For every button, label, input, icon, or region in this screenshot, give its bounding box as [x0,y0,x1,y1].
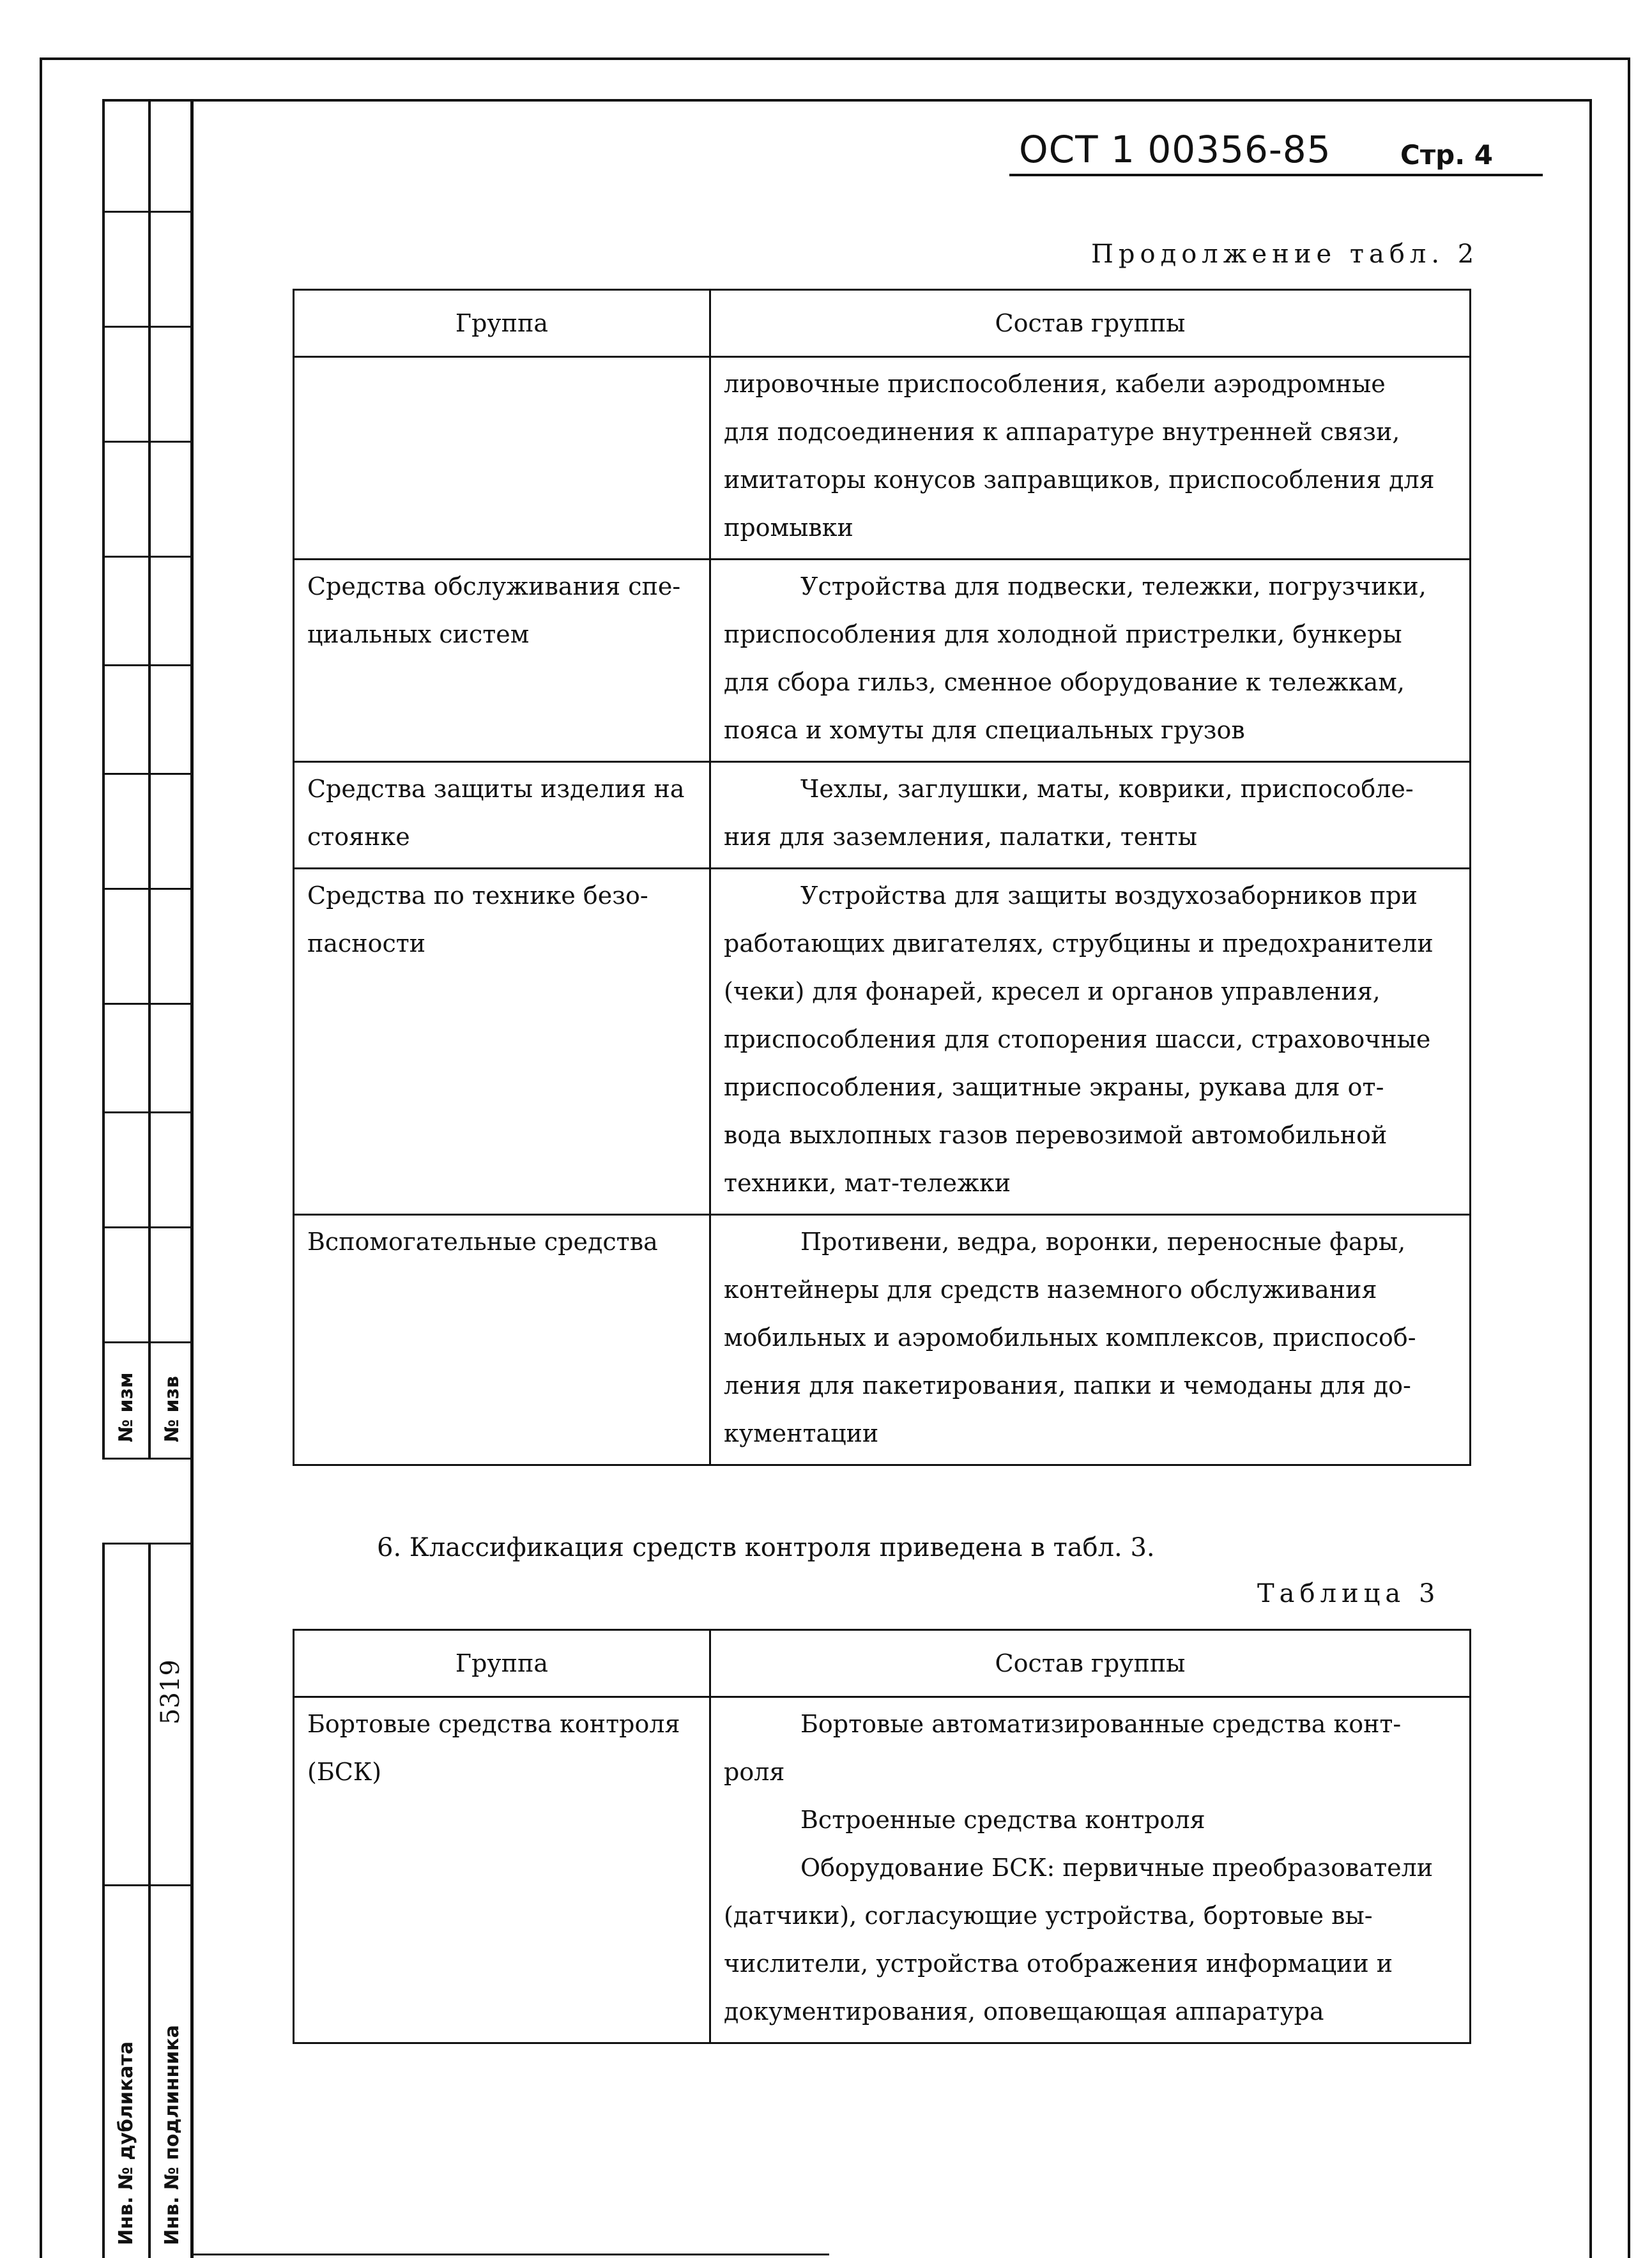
description-line: мобильных и аэромобильных комплексов, приспособ- [724,1324,1416,1352]
stamp-inv-dubl: Инв. № дубликата [115,2041,137,2245]
table-row [294,1697,1471,2043]
description-line: Противени, ведра, воронки, переносные фары, [800,1228,1406,1256]
description-cell [710,1215,1471,1465]
description-line: документирования, оповещающая аппаратура [724,1997,1324,2025]
column-header: Состав группы [710,1630,1471,1697]
group-cell [294,357,710,560]
description-cell [710,560,1471,762]
page-number: Стр. 4 [1400,139,1494,171]
description-line: Устройства для подвески, тележки, погрузчики, [800,572,1426,600]
description-line: ления для пакетирования, папки и чемоданы для до- [724,1371,1411,1400]
description-line: Оборудование БСК: первичные преобразователи [800,1854,1434,1882]
table2 [293,289,1471,1466]
description-line: для подсоединения к аппаратуре внутренней связи, [724,418,1400,446]
description-line: ния для заземления, палатки, тенты [724,823,1197,851]
description-line: кументации [724,1419,879,1447]
table3-body [294,1697,1471,2043]
description-cell [710,357,1471,560]
frame-left [40,57,42,2258]
column-header: Группа [294,290,710,357]
table3-caption: Таблица 3 [1257,1579,1441,1608]
description-line: Устройства для защиты воздухозаборников при [800,881,1418,910]
description-line: пояса и хомуты для специальных грузов [724,716,1245,744]
description-line: (датчики), согласующие устройства, бортовые вы- [724,1902,1373,1930]
description-cell [710,1697,1471,2043]
frame-top [40,57,1630,60]
table-row [294,762,1471,869]
description-line: лировочные приспособления, кабели аэродромные [724,370,1386,398]
description-line: приспособления, защитные экраны, рукава для от- [724,1073,1384,1101]
description-line: вода выхлопных газов перевозимой автомобильной [724,1121,1388,1149]
description-line: приспособления для холодной пристрелки, бункеры [724,620,1402,648]
column-header: Группа [294,1630,710,1697]
doc-number: ОСТ 1 00356-85 [1019,128,1331,171]
table-row [294,869,1471,1215]
table-row [294,1215,1471,1465]
frame-right [1628,57,1630,2258]
description-line: для сбора гильз, сменное оборудование к тележкам, [724,668,1405,696]
description-line: техники, мат-тележки [724,1169,1011,1197]
table2-body [294,357,1471,1465]
stamp-inv-value: 5319 [156,1659,185,1725]
description-line: приспособления для стопорения шасси, страховочные [724,1025,1431,1053]
inner-top [102,99,1591,102]
group-cell: Средства защиты изделия на стоянке [294,762,710,869]
inner-right [1589,99,1592,2258]
description-cell [710,762,1471,869]
stamp-inv-podl: Инв. № подлинника [161,2025,183,2245]
description-line: (чеки) для фонарей, кресел и органов управления, [724,977,1380,1005]
table-row [294,357,1471,560]
group-cell: Средства обслуживания спе-циальных систем [294,560,710,762]
table3 [293,1629,1471,2044]
description-line: промывки [724,514,853,542]
description-line: Встроенные средства контроля [800,1806,1205,1834]
column-header: Состав группы [710,290,1471,357]
description-line: имитаторы конусов заправщиков, приспособления для [724,466,1435,494]
header-underline [1009,174,1543,176]
table-row [294,560,1471,762]
group-cell: Средства по технике безо-пасности [294,869,710,1215]
description-line: Чехлы, заглушки, маты, коврики, приспособле- [800,775,1414,803]
paragraph-6: 6. Классификация средств контроля приведена в табл. 3. [377,1533,1155,1562]
description-line: числители, устройства отображения информации и [724,1949,1393,1978]
description-line: работающих двигателях, струбцины и предохранители [724,929,1434,957]
group-cell: Вспомогательные средства [294,1215,710,1465]
inner-left [190,99,194,2258]
description-line: роля [724,1758,785,1786]
description-line: Бортовые автоматизированные средства конт- [800,1710,1402,1738]
group-cell: Бортовые средства контроля (БСК) [294,1697,710,2043]
stamp-izv: № изв [161,1376,183,1442]
description-line: контейнеры для средств наземного обслуживания [724,1276,1377,1304]
description-cell [710,869,1471,1215]
inner-bottom [190,2254,829,2255]
stamp-izm: № изм [115,1372,137,1442]
table2-caption: Продолжение табл. 2 [1091,240,1480,269]
